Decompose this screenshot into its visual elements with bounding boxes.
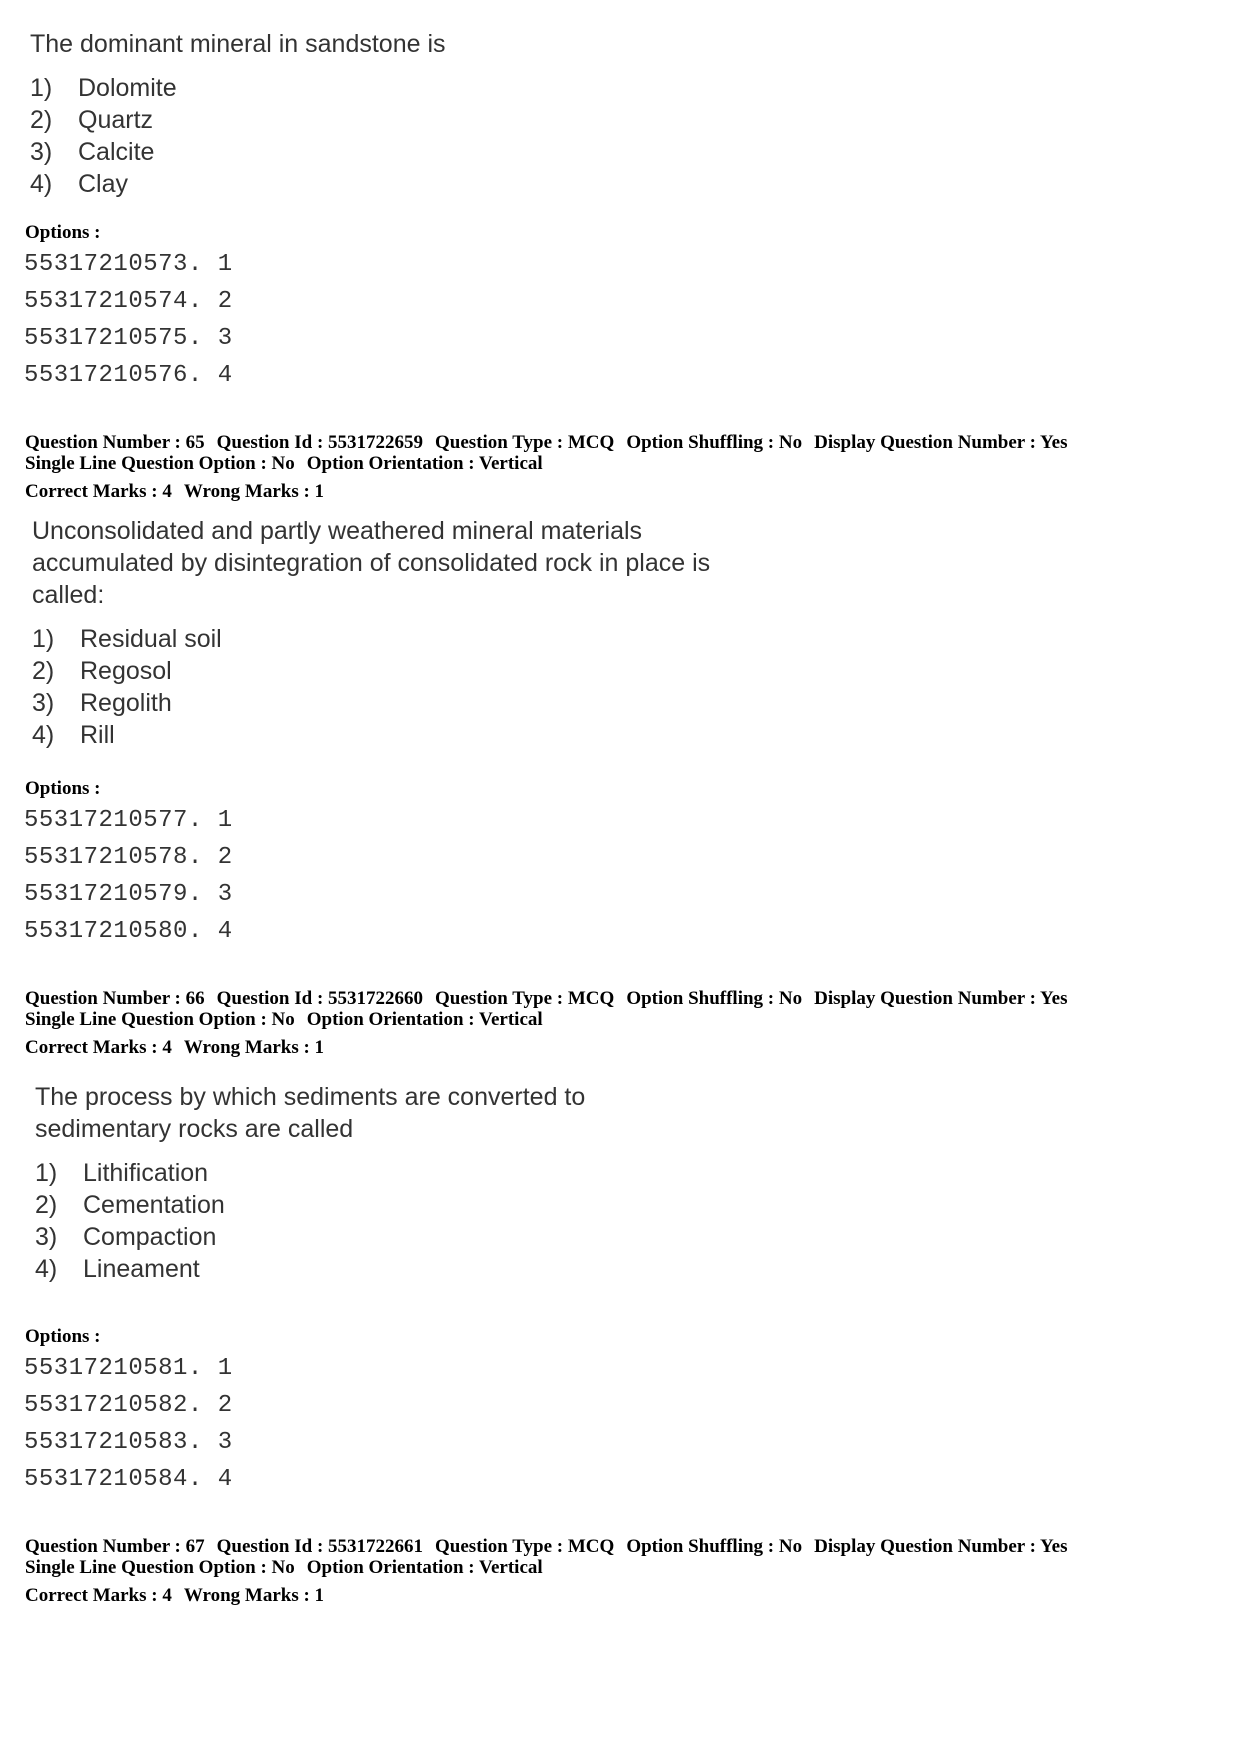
display-question-number: Display Question Number : Yes [814, 1536, 1068, 1557]
choice-1 [35, 1157, 585, 1189]
option-shuffling: Option Shuffling : No [626, 988, 803, 1009]
choice-2 [35, 1189, 585, 1221]
option-shuffling: Option Shuffling : No [626, 432, 803, 453]
choice-number: 2) [30, 106, 53, 134]
choice-4 [35, 1253, 585, 1285]
choice-number: 1) [32, 625, 55, 653]
correct-marks: Correct Marks : 4 [25, 1037, 172, 1058]
choice-number: 1) [35, 1159, 58, 1187]
choice-text: Dolomite [78, 74, 177, 102]
choice-number: 2) [35, 1191, 58, 1219]
question-number: Question Number : 65 [25, 432, 205, 453]
question-stem-line: sedimentary rocks are called [35, 1115, 354, 1143]
choice-text: Quartz [78, 106, 154, 134]
choice-number: 4) [35, 1255, 58, 1283]
choice-2 [32, 655, 710, 687]
question-number: Question Number : 67 [25, 1536, 205, 1557]
options-list [24, 1350, 233, 1498]
option-row: 55317210582. 2 [24, 1392, 233, 1419]
question-65-meta [25, 432, 1067, 502]
option-orientation: Option Orientation : Vertical [306, 453, 543, 474]
single-line-option: Single Line Question Option : No [25, 453, 295, 474]
wrong-marks: Wrong Marks : 1 [183, 1585, 325, 1606]
choice-text: Compaction [83, 1223, 217, 1251]
single-line-option: Single Line Question Option : No [25, 1557, 295, 1578]
option-orientation: Option Orientation : Vertical [306, 1009, 543, 1030]
single-line-option: Single Line Question Option : No [25, 1009, 295, 1030]
choice-text: Clay [78, 170, 129, 198]
choice-3 [35, 1221, 585, 1253]
question-stem: The dominant mineral in sandstone is [30, 30, 446, 58]
option-row: 55317210576. 4 [24, 362, 233, 389]
choice-3 [30, 136, 446, 168]
option-row: 55317210581. 1 [24, 1355, 233, 1382]
options-list [24, 802, 233, 950]
question-type: Question Type : MCQ [435, 432, 615, 453]
choice-text: Rill [80, 721, 115, 749]
option-row: 55317210580. 4 [24, 918, 233, 945]
question-stem-line: The process by which sediments are converted to [35, 1083, 586, 1111]
choice-text: Residual soil [80, 625, 222, 653]
choice-number: 3) [30, 138, 53, 166]
correct-marks: Correct Marks : 4 [25, 1585, 172, 1606]
options-list [24, 246, 233, 394]
choice-4 [30, 168, 446, 200]
choice-text: Cementation [83, 1191, 225, 1219]
options-label: Options : [25, 222, 101, 243]
question-66-meta [25, 988, 1067, 1058]
options-label: Options : [25, 778, 101, 799]
options-label: Options : [25, 1326, 101, 1347]
question-stem-line: accumulated by disintegration of consolidated rock in place is [32, 549, 711, 577]
choice-text: Regosol [80, 657, 172, 685]
display-question-number: Display Question Number : Yes [814, 988, 1068, 1009]
option-shuffling: Option Shuffling : No [626, 1536, 803, 1557]
question-stem-line: Unconsolidated and partly weathered mineral materials [32, 517, 643, 545]
choice-text: Lineament [83, 1255, 200, 1283]
wrong-marks: Wrong Marks : 1 [183, 1037, 325, 1058]
choice-number: 3) [32, 689, 55, 717]
option-row: 55317210579. 3 [24, 881, 233, 908]
wrong-marks: Wrong Marks : 1 [183, 481, 325, 502]
question-65-image [32, 515, 710, 751]
choice-text: Lithification [83, 1159, 209, 1187]
choice-1 [30, 72, 446, 104]
option-row: 55317210578. 2 [24, 844, 233, 871]
choice-text: Regolith [80, 689, 172, 717]
choice-number: 2) [32, 657, 55, 685]
question-id: Question Id : 5531722660 [216, 988, 424, 1009]
option-row: 55317210577. 1 [24, 807, 233, 834]
question-number: Question Number : 66 [25, 988, 205, 1009]
option-row: 55317210583. 3 [24, 1429, 233, 1456]
choice-number: 1) [30, 74, 53, 102]
choice-1 [32, 623, 710, 655]
choice-3 [32, 687, 710, 719]
choice-number: 4) [32, 721, 55, 749]
option-row: 55317210574. 2 [24, 288, 233, 315]
correct-marks: Correct Marks : 4 [25, 481, 172, 502]
choice-text: Calcite [78, 138, 155, 166]
option-row: 55317210575. 3 [24, 325, 233, 352]
option-orientation: Option Orientation : Vertical [306, 1557, 543, 1578]
question-66-image [35, 1081, 585, 1285]
choice-2 [30, 104, 446, 136]
choice-number: 4) [30, 170, 53, 198]
option-row: 55317210584. 4 [24, 1466, 233, 1493]
question-67-meta [25, 1536, 1067, 1606]
option-row: 55317210573. 1 [24, 251, 233, 278]
question-type: Question Type : MCQ [435, 988, 615, 1009]
display-question-number: Display Question Number : Yes [814, 432, 1068, 453]
choice-number: 3) [35, 1223, 58, 1251]
question-id: Question Id : 5531722659 [216, 432, 424, 453]
question-64-image [30, 28, 446, 200]
choice-4 [32, 719, 710, 751]
question-id: Question Id : 5531722661 [216, 1536, 424, 1557]
question-type: Question Type : MCQ [435, 1536, 615, 1557]
question-stem-line: called: [32, 581, 105, 609]
